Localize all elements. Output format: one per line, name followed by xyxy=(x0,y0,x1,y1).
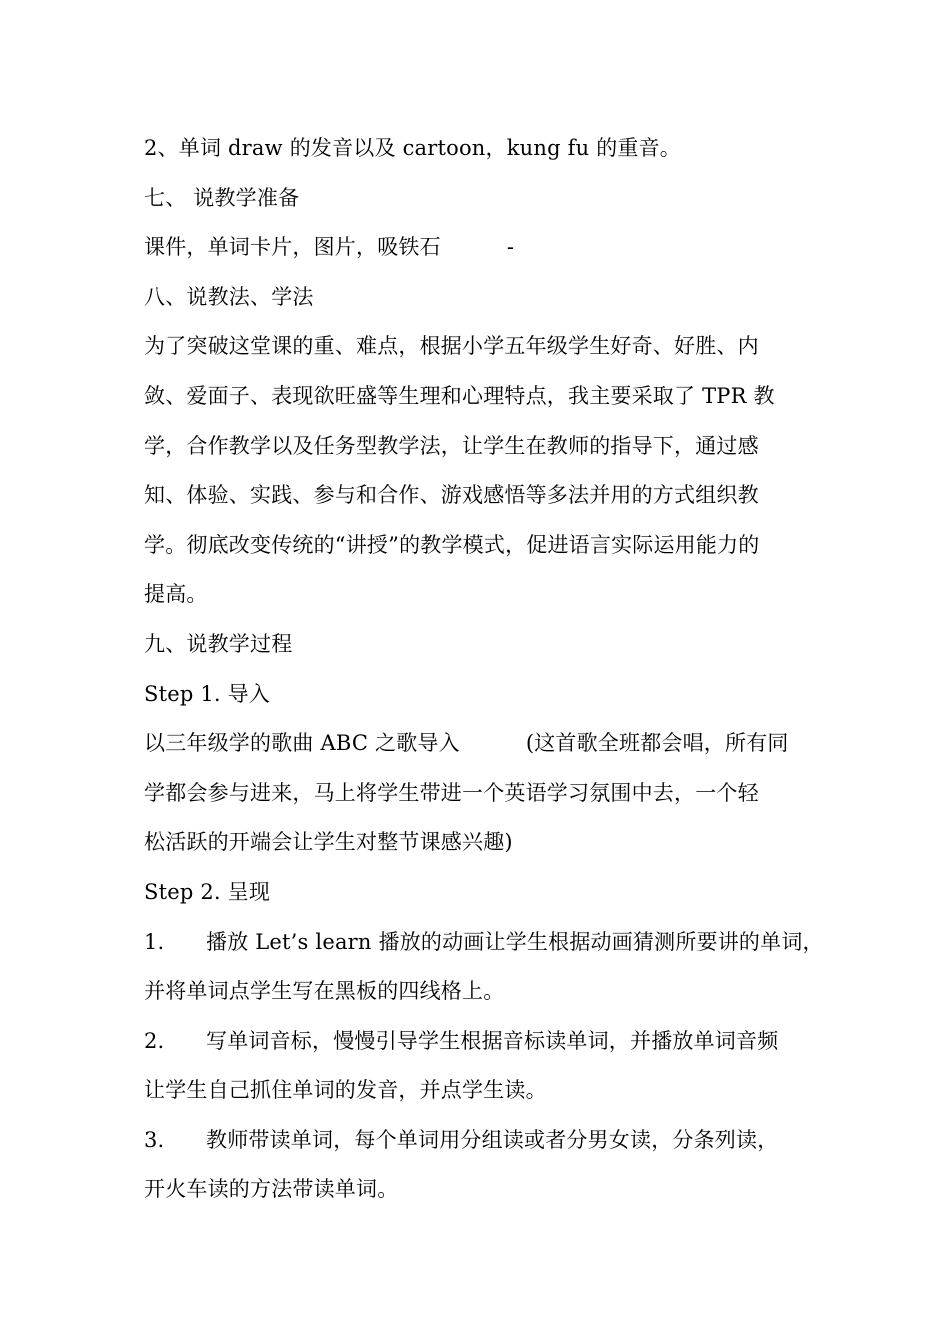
text-line: 松活跃的开端会让学生对整节课感兴趣) xyxy=(144,830,513,855)
text-line: 让学生自己抓住单词的发音，并点学生读。 xyxy=(144,1078,547,1103)
section-heading: 八、说教法、学法 xyxy=(144,284,314,309)
text-line: 开火车读的方法带读单词。 xyxy=(144,1177,399,1202)
text-line: 2、单词 draw 的发音以及 cartoon，kung fu 的重音。 xyxy=(144,136,681,160)
text-line: 为了突破这堂课的重、难点，根据小学五年级学生好奇、好胜、内 xyxy=(144,334,759,359)
list-number: 1. xyxy=(144,929,165,954)
intro-note: (这首歌全班都会唱，所有同 xyxy=(525,731,789,756)
list-text: 教师带读单词，每个单词用分组读或者分男女读，分条列读， xyxy=(206,1127,779,1152)
section-heading: 七、 说教学准备 xyxy=(144,185,300,210)
list-item xyxy=(144,1116,824,1166)
step-heading: Step 2. 呈现 xyxy=(144,879,271,904)
step-heading: Step 1. 导入 xyxy=(144,681,271,706)
list-text: 写单词音标，慢慢引导学生根据音标读单词，并播放单词音频 xyxy=(206,1028,779,1053)
text-line: 并将单词点学生写在黑板的四线格上。 xyxy=(144,979,505,1004)
text-line: 学都会参与进来，马上将学生带进一个英语学习氛围中去，一个轻 xyxy=(144,780,759,805)
list-item xyxy=(144,1017,824,1067)
intro-text: 以三年级学的歌曲 ABC 之歌导入 xyxy=(144,731,460,756)
list-text: 播放 Let’s learn 播放的动画让学生根据动画猜测所要讲的单词， xyxy=(206,929,824,954)
text-line xyxy=(144,223,824,273)
text-line: 敛、爱面子、表现欲旺盛等生理和心理特点，我主要采取了 TPR 教 xyxy=(144,383,775,408)
materials-text: 课件，单词卡片，图片，吸铁石 xyxy=(144,235,441,260)
document-page xyxy=(144,124,824,1215)
text-line: 学，合作教学以及任务型教学法，让学生在教师的指导下，通过感 xyxy=(144,433,759,458)
text-line: 学。彻底改变传统的“讲授”的教学模式，促进语言实际运用能力的 xyxy=(144,532,760,557)
dash-mark: - xyxy=(506,235,515,260)
text-line xyxy=(144,719,824,769)
list-number: 2. xyxy=(144,1028,165,1053)
text-line: 提高。 xyxy=(144,582,208,607)
list-item xyxy=(144,918,824,968)
list-number: 3. xyxy=(144,1127,165,1152)
section-heading: 九、说教学过程 xyxy=(144,631,293,656)
text-line: 知、体验、实践、参与和合作、游戏感悟等多法并用的方式组织教 xyxy=(144,483,759,508)
